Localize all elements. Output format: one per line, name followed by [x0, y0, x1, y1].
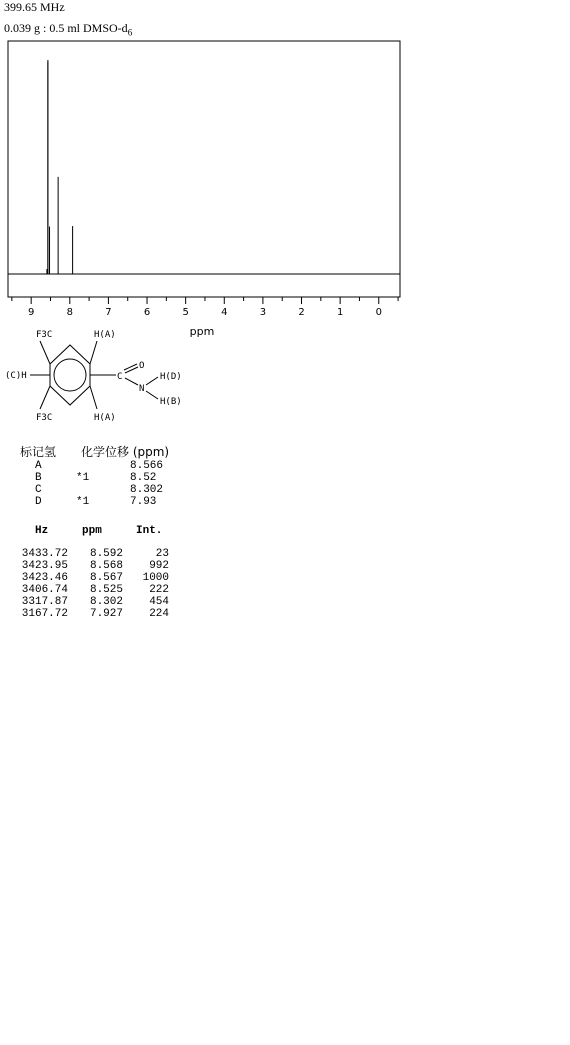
sample-text: 0.039 g : 0.5 ml DMSO-d: [4, 21, 128, 35]
peak-table-cell: 222: [149, 584, 169, 596]
peak-table-cell: 454: [149, 596, 169, 608]
x-tick-label-7: 2: [298, 307, 305, 318]
top-cf3-label: F3C: [36, 330, 53, 340]
peak-table-cell: 3167.72: [21, 608, 68, 620]
bottom-cf3-label: F3C: [36, 413, 53, 423]
bond-cn: [125, 378, 138, 385]
peak-table-cell: 3317.87: [21, 596, 68, 608]
x-tick-label-6: 3: [259, 307, 267, 318]
assign-label: B: [35, 472, 42, 484]
assign-note: *1: [76, 472, 90, 484]
bond-co-1: [125, 367, 138, 373]
peak-table-cell: 8.568: [89, 560, 123, 572]
assign-shift: 8.566: [130, 460, 164, 472]
peak-table-header: ppm: [82, 525, 102, 537]
h-a-bottom-label: H(A): [94, 413, 116, 423]
x-tick-label-4: 5: [182, 307, 189, 318]
assign-label: D: [35, 496, 42, 508]
benzene-ring: [50, 345, 90, 405]
spectrometer-frequency: 399.65 MHz: [4, 0, 65, 14]
peak-table-cell: 23: [155, 548, 169, 560]
peak-table-cell: 7.927: [89, 608, 123, 620]
peak-table-header: Int.: [136, 525, 163, 537]
bond-bottom-cf3: [40, 386, 50, 409]
x-tick-label-1: 8: [66, 307, 73, 318]
molecule-structure: [0, 325, 200, 430]
assign-shift: 8.302: [130, 484, 164, 496]
assign-shift: 7.93: [130, 496, 157, 508]
peak-table-cell: 8.592: [89, 548, 123, 560]
aromatic-circle: [54, 359, 86, 391]
peak-table-cell: 3433.72: [21, 548, 68, 560]
x-axis-label: ppm: [189, 325, 215, 338]
bond-top-h: [90, 341, 97, 364]
x-tick-label-5: 4: [221, 307, 228, 318]
bond-co-2: [124, 364, 137, 370]
h-b-label: H(B): [160, 397, 182, 407]
amide-o-label: O: [139, 361, 145, 371]
nmr-spectrum-chart: [0, 38, 420, 343]
x-tick-label-0: 9: [27, 307, 35, 318]
assign-col-shift: 化学位移 (ppm): [81, 445, 170, 459]
bond-nh-b: [146, 391, 158, 399]
assign-label: C: [35, 484, 42, 496]
x-tick-label-9: 0: [375, 307, 382, 318]
peak-table-cell: 8.302: [89, 596, 123, 608]
x-tick-label-3: 6: [143, 307, 151, 318]
x-tick-label-2: 7: [105, 307, 112, 318]
peak-table-cell: 8.567: [89, 572, 123, 584]
peaks-layer: [47, 60, 73, 274]
x-tick-label-8: 1: [336, 307, 344, 318]
bond-top-cf3: [40, 341, 50, 364]
peak-table-header: Hz: [35, 525, 49, 537]
h-d-label: H(D): [160, 372, 182, 382]
sample-subscript: 6: [127, 27, 133, 38]
amide-n-label: N: [139, 384, 145, 394]
peak-table-cell: 992: [149, 560, 169, 572]
peak-table-cell: 3406.74: [21, 584, 68, 596]
peak-table-cell: 3423.95: [21, 560, 68, 572]
bond-bottom-h: [90, 386, 97, 409]
ticks-layer: [12, 297, 398, 318]
plot-frame: [8, 41, 400, 297]
sample-description: [4, 21, 132, 37]
peak-table-cell: 1000: [142, 572, 169, 584]
h-c-label: (C)H: [5, 371, 27, 381]
assign-col-label: 标记氢: [20, 445, 57, 459]
amide-c-label: C: [117, 372, 123, 382]
peak-table-cell: 224: [149, 608, 169, 620]
assign-note: *1: [76, 496, 90, 508]
assign-label: A: [35, 460, 42, 472]
h-a-top-label: H(A): [94, 330, 116, 340]
peak-table-cell: 8.525: [89, 584, 123, 596]
bond-nh-d: [146, 377, 158, 385]
peak-table-cell: 3423.46: [21, 572, 68, 584]
assign-shift: 8.52: [130, 472, 157, 484]
